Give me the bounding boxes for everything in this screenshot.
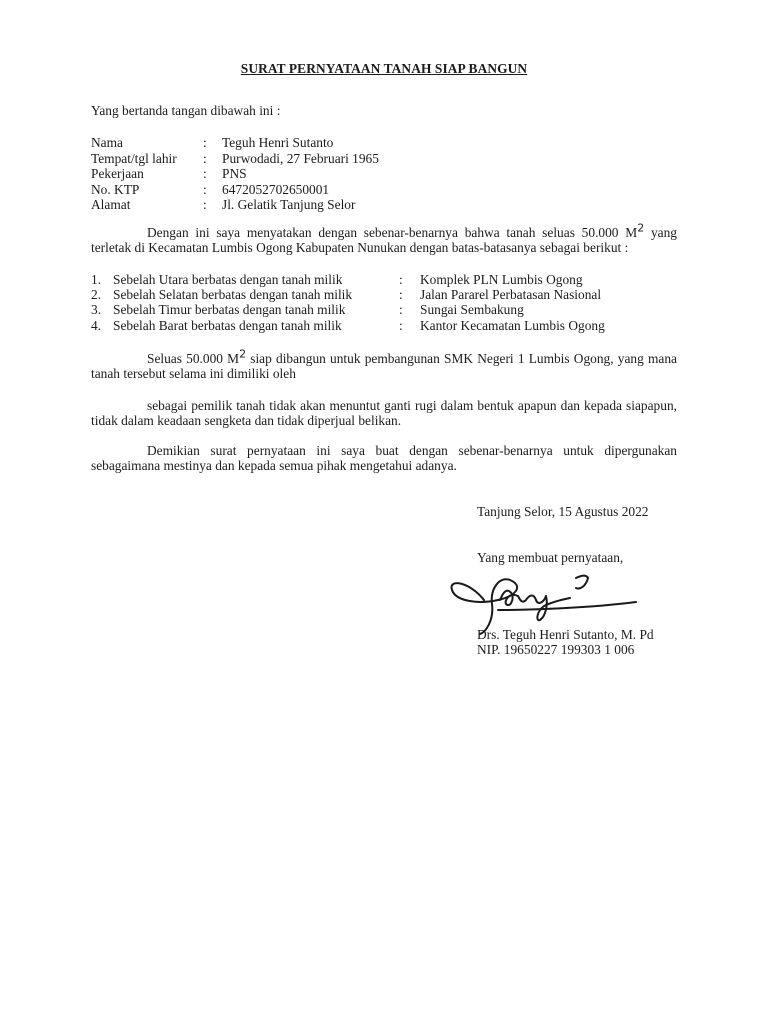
identity-table — [91, 135, 379, 213]
paragraph-text: yang terletak di Kecamatan Lumbis Ogong Kabupaten Nunukan dengan batas-batasanya sebagai berikut : — [91, 225, 677, 255]
boundary-description: Sebelah Timur berbatas dengan tanah milik — [113, 302, 346, 318]
ownership-paragraph: sebagai pemilik tanah tidak akan menuntut ganti rugi dalam bentuk apapun dan kepada siapapun, tidak dalam keadaan sengketa dan tidak diperjual belikan. — [91, 398, 677, 428]
identity-label: No. KTP — [91, 181, 140, 197]
identity-colon: : — [203, 166, 207, 181]
identity-colon: : — [203, 135, 207, 150]
identity-colon: : — [203, 181, 207, 197]
paragraph-text: Dengan ini saya menyatakan dengan sebenar-benarnya bahwa tanah seluas 50.000 M — [147, 225, 638, 240]
identity-label: Tempat/tgl lahir — [91, 150, 177, 166]
boundary-item — [91, 302, 605, 317]
boundary-item — [91, 287, 605, 302]
boundary-description: Sebelah Utara berbatas dengan tanah milik — [113, 272, 343, 287]
boundary-colon: : — [399, 317, 403, 333]
identity-value: Teguh Henri Sutanto — [222, 135, 334, 150]
boundary-number: 3. — [91, 302, 102, 318]
boundary-value: Kantor Kecamatan Lumbis Ogong — [420, 317, 605, 333]
boundary-colon: : — [399, 287, 403, 303]
identity-value: 6472052702650001 — [222, 181, 330, 197]
identity-row — [91, 197, 379, 213]
identity-value: PNS — [222, 166, 247, 181]
identity-row — [91, 135, 379, 151]
boundary-number: 4. — [91, 317, 102, 333]
boundary-value: Komplek PLN Lumbis Ogong — [420, 272, 583, 287]
identity-label: Alamat — [91, 197, 131, 212]
letter-title: SURAT PERNYATAAN TANAH SIAP BANGUN — [240, 61, 528, 76]
unit-superscript: 2 — [637, 221, 645, 235]
identity-value: Jl. Gelatik Tanjung Selor — [222, 197, 356, 212]
paragraph-text: siap dibangun untuk pembangunan SMK Negeri 1 Lumbis Ogong, yang mana tanah tersebut selama ini dimiliki oleh — [91, 351, 677, 381]
boundary-list — [91, 272, 605, 333]
boundary-item — [91, 272, 605, 287]
boundary-item — [91, 318, 605, 333]
identity-row — [91, 166, 379, 182]
identity-label: Nama — [91, 135, 123, 150]
intro-text: Yang bertanda tangan dibawah ini : — [91, 103, 281, 118]
identity-value: Purwodadi, 27 Februari 1965 — [222, 150, 379, 166]
statement-paragraph — [91, 221, 677, 255]
identity-colon: : — [203, 197, 207, 212]
maker-label: Yang membuat pernyataan, — [477, 550, 624, 565]
identity-colon: : — [203, 150, 207, 166]
signer-name: Drs. Teguh Henri Sutanto, M. Pd — [477, 627, 654, 642]
identity-label: Pekerjaan — [91, 166, 144, 181]
place-date: Tanjung Selor, 15 Agustus 2022 — [477, 504, 649, 519]
signer-nip: NIP. 19650227 199303 1 006 — [477, 642, 635, 657]
boundary-description: Sebelah Selatan berbatas dengan tanah milik — [113, 287, 353, 303]
purpose-paragraph — [91, 347, 677, 381]
unit-superscript: 2 — [239, 347, 247, 361]
boundary-value: Sungai Sembakung — [420, 302, 524, 318]
boundary-colon: : — [399, 302, 403, 318]
boundary-description: Sebelah Barat berbatas dengan tanah milik — [113, 317, 342, 333]
closing-paragraph: Demikian surat pernyataan ini saya buat dengan sebenar-benarnya untuk dipergunakan sebagaimana mestinya dan kepada semua pihak mengetahui adanya. — [91, 443, 677, 473]
boundary-number: 2. — [91, 287, 102, 303]
boundary-number: 1. — [91, 272, 102, 287]
identity-row — [91, 182, 379, 198]
paragraph-text: Seluas 50.000 M — [147, 351, 240, 366]
identity-row — [91, 151, 379, 167]
boundary-colon: : — [399, 272, 403, 287]
boundary-value: Jalan Pararel Perbatasan Nasional — [420, 287, 602, 303]
